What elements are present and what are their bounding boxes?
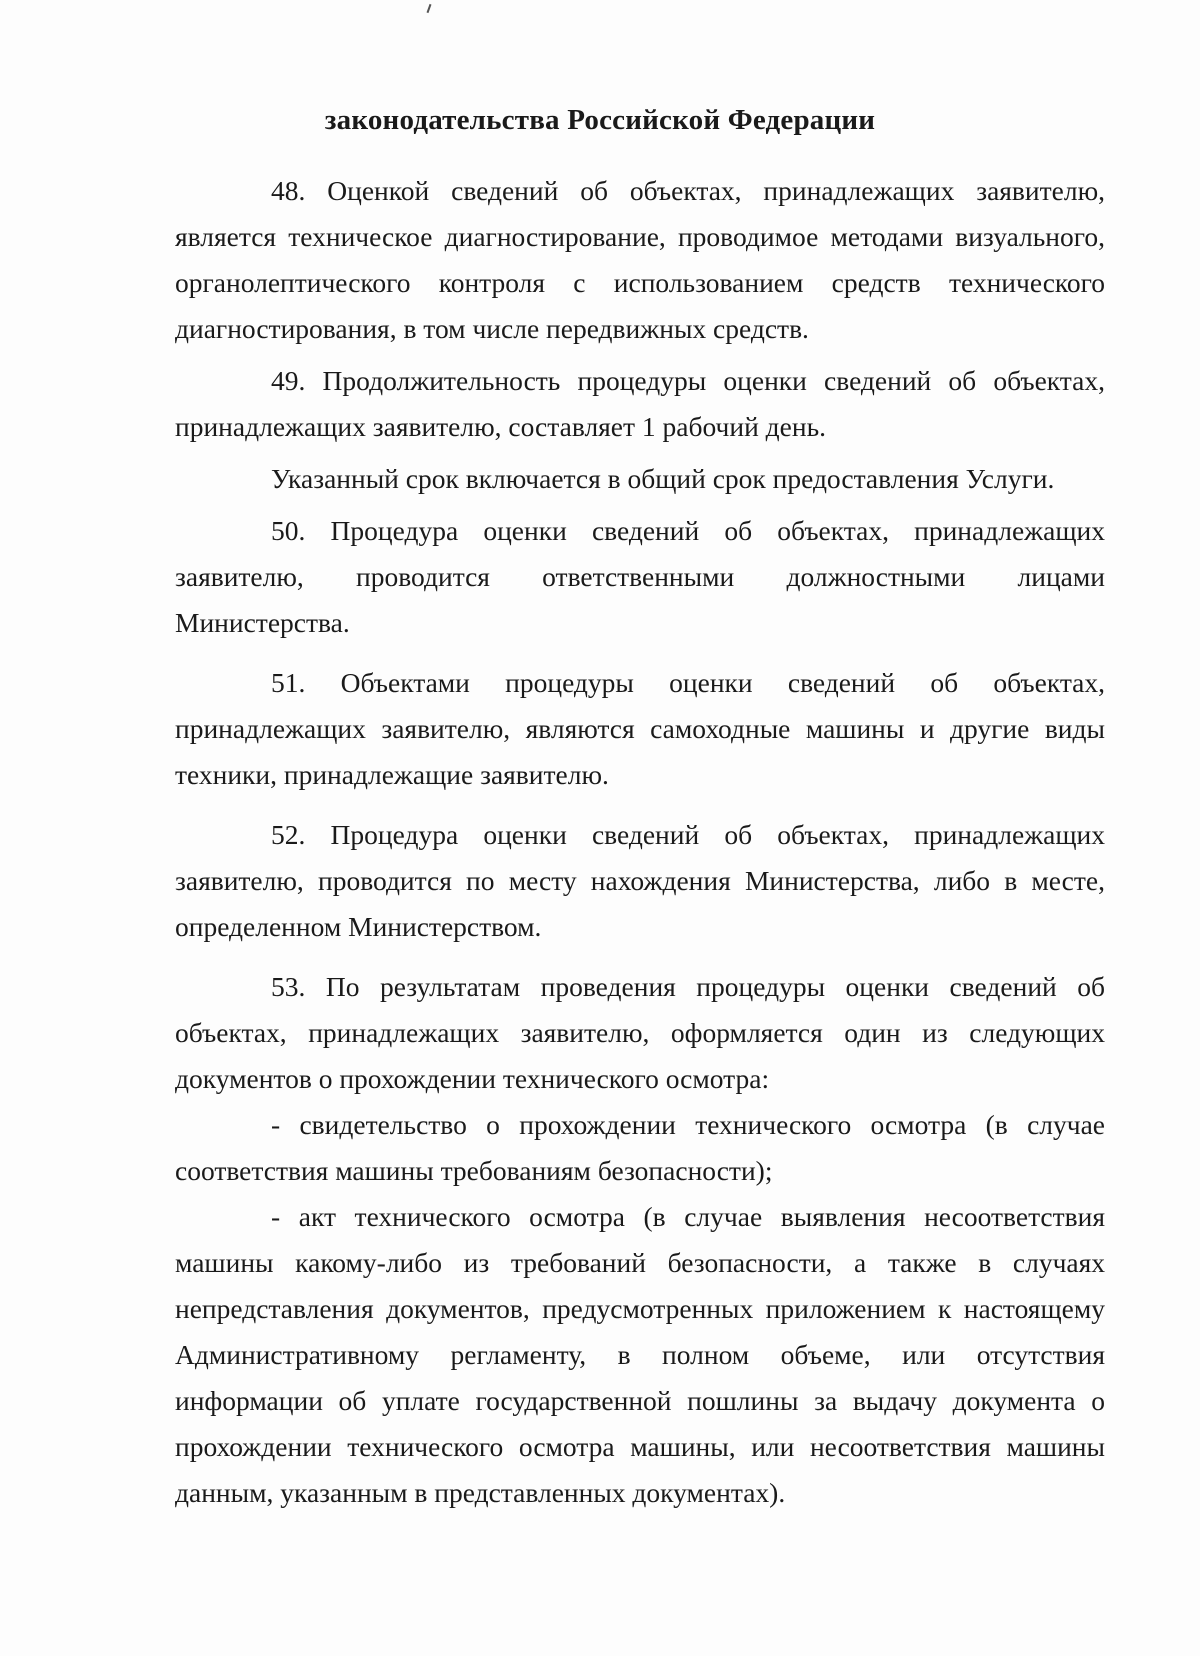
paragraph-53: 53. По результатам проведения процедуры оценки сведений об объектах, принадлежащих заявителю, оформляется один из следующих документов о прохождении технического осмотра: bbox=[175, 971, 1105, 1094]
page-heading: законодательства Российской Федерации bbox=[324, 104, 876, 136]
paragraph-51: 51. Объектами процедуры оценки сведений об объектах, принадлежащих заявителю, являются самоходные машины и другие виды техники, принадлежащие заявителю. bbox=[175, 667, 1105, 790]
list-item-certificate: - свидетельство о прохождении технического осмотра (в случае соответствия машины требованиям безопасности); bbox=[175, 1109, 1105, 1186]
paragraph-48: 48. Оценкой сведений об объектах, принадлежащих заявителю, является техническое диагностирование, проводимое методами визуального, органолептического контроля с использованием средств технического диагностирования, в том числе передвижных средств. bbox=[175, 175, 1105, 344]
scan-mark bbox=[427, 4, 432, 13]
paragraph-term: Указанный срок включается в общий срок предоставления Услуги. bbox=[271, 463, 1055, 494]
list-item-act: - акт технического осмотра (в случае выявления несоответствия машины какому-либо из требований безопасности, а также в случаях непредставления документов, предусмотренных приложением к настоящему Административному регламенту, в полном объеме, или отсутствия информации об уплате государственной пошлины за выдачу документа о прохождении технического осмотра машины, или несоответствия машины данным, указанным в представленных документах). bbox=[175, 1201, 1105, 1508]
paragraph-49: 49. Продолжительность процедуры оценки сведений об объектах, принадлежащих заявителю, составляет 1 рабочий день. bbox=[175, 365, 1105, 442]
paragraph-50: 50. Процедура оценки сведений об объектах, принадлежащих заявителю, проводится ответственными должностными лицами Министерства. bbox=[175, 515, 1105, 638]
document-body bbox=[175, 168, 1105, 1516]
paragraph-52: 52. Процедура оценки сведений об объектах, принадлежащих заявителю, проводится по месту нахождения Министерства, либо в месте, определенном Министерством. bbox=[175, 819, 1105, 942]
